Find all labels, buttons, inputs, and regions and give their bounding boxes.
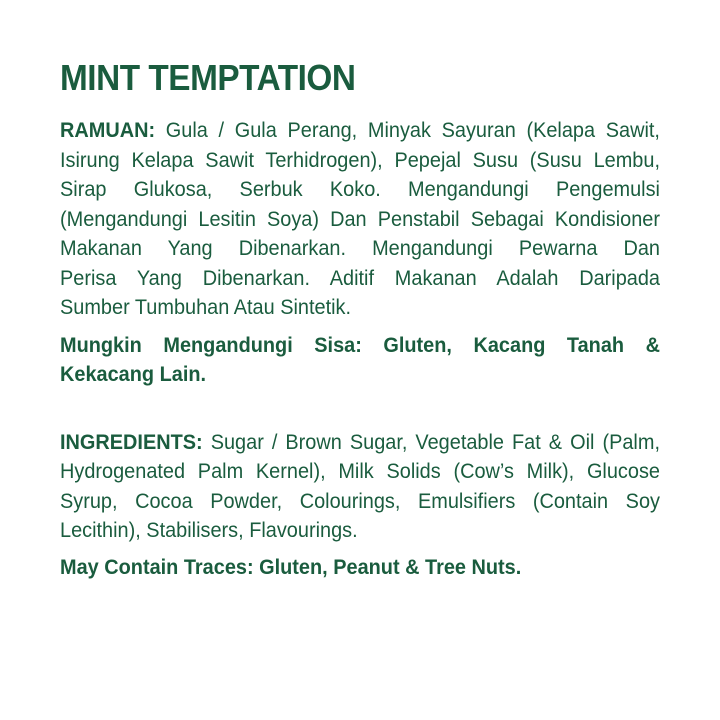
may-contain-traces-malay: [60, 331, 660, 390]
text-line: Hydrogenated Palm Kernel), Milk Solids (Cow’s Milk), Glucose: [60, 459, 660, 483]
ramuan-paragraph: [60, 116, 660, 323]
ramuan-line-rest: Gula / Gula Perang, Minyak Sayuran (Kelapa Sawit,: [165, 118, 660, 142]
text-line: Isirung Kelapa Sawit Terhidrogen), Pepejal Susu (Susu Lembu,: [60, 147, 660, 172]
ingredients-paragraph: [60, 428, 660, 546]
text-line: Mungkin Mengandungi Sisa: Gluten, Kacang Tanah &: [60, 332, 660, 357]
text-line: [60, 428, 660, 458]
text-line: Perisa Yang Dibenarkan. Aditif Makanan Adalah Daripada: [60, 265, 660, 290]
ingredients-section-heading: INGREDIENTS:: [60, 429, 203, 454]
text-line: Sirap Glukosa, Serbuk Koko. Mengandungi Pengemulsi: [60, 177, 660, 201]
ramuan-section-heading: RAMUAN:: [60, 118, 156, 142]
text-line: Makanan Yang Dibenarkan. Mengandungi Pewarna Dan: [60, 236, 660, 260]
product-title: MINT TEMPTATION: [60, 57, 356, 98]
text-line: Syrup, Cocoa Powder, Colourings, Emulsifiers (Contain Soy: [60, 488, 660, 513]
text-line: Sumber Tumbuhan Atau Sintetik.: [60, 295, 352, 319]
text-line: (Mengandungi Lesitin Soya) Dan Penstabil Sebagai Kondisioner: [60, 206, 660, 231]
ingredients-line-rest: Sugar / Brown Sugar, Vegetable Fat & Oil (Palm,: [210, 429, 660, 454]
text-line: [60, 116, 660, 146]
may-contain-traces-english: [60, 553, 660, 583]
text-line: Kekacang Lain.: [60, 362, 207, 386]
text-line: Lecithin), Stabilisers, Flavourings.: [60, 518, 358, 542]
text-line: May Contain Traces: Gluten, Peanut & Tree Nuts.: [60, 554, 522, 579]
